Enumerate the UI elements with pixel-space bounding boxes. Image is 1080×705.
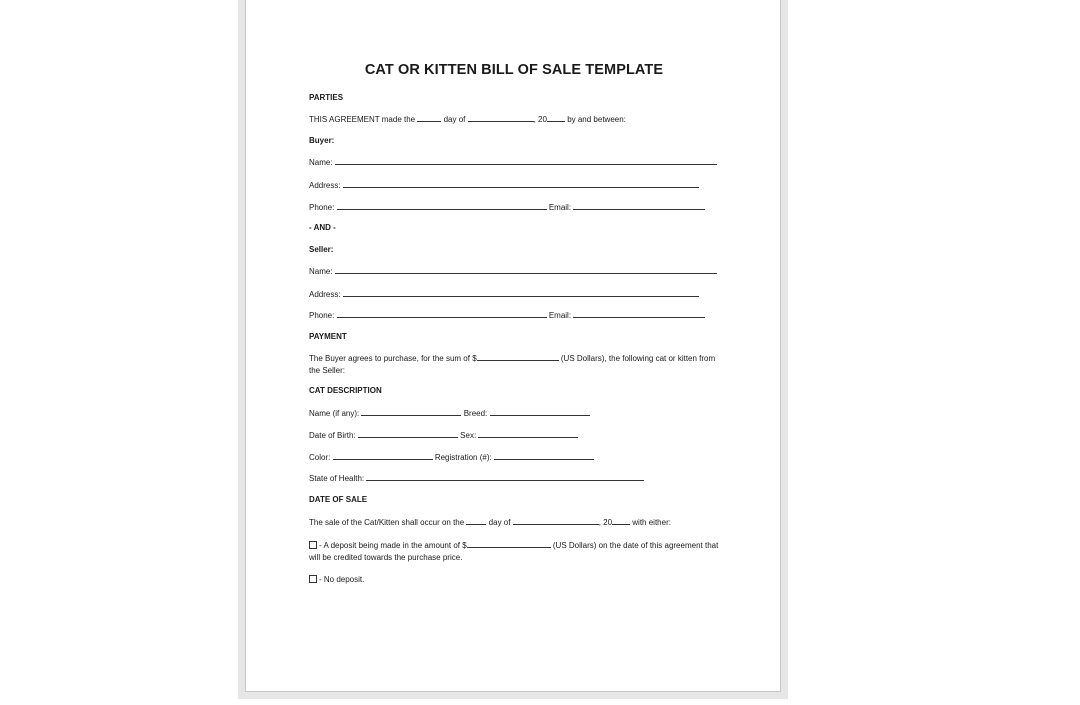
deposit-amount-blank[interactable] — [467, 539, 551, 548]
and-separator: - AND - — [309, 223, 336, 232]
cat-color-label: Color: — [309, 453, 331, 462]
payment-paragraph — [309, 352, 719, 376]
seller-address-label: Address: — [309, 290, 341, 299]
cat-breed-blank[interactable] — [490, 407, 590, 416]
sale-year-blank[interactable] — [612, 516, 630, 525]
sale-suffix: with either: — [632, 518, 671, 527]
seller-heading: Seller: — [309, 245, 334, 254]
buyer-phone-blank[interactable] — [337, 201, 547, 210]
cat-health-label: State of Health: — [309, 474, 365, 483]
deposit-text-1: - A deposit being made in the amount of $ — [319, 541, 467, 550]
cat-dob-line — [309, 429, 578, 441]
cat-name-label: Name (if any): — [309, 409, 360, 418]
cat-health-blank[interactable] — [366, 472, 644, 481]
buyer-address-line — [309, 179, 699, 191]
cat-sex-label: Sex: — [460, 431, 477, 440]
buyer-address-label: Address: — [309, 181, 341, 190]
cat-sex-blank[interactable] — [478, 429, 578, 438]
cat-name-line — [309, 407, 590, 419]
buyer-email-blank[interactable] — [573, 201, 705, 210]
no-deposit-text: - No deposit. — [319, 575, 365, 584]
cat-name-blank[interactable] — [361, 407, 461, 416]
deposit-option — [309, 539, 719, 563]
cat-color-blank[interactable] — [333, 451, 433, 460]
seller-phone-blank[interactable] — [337, 309, 547, 318]
date-of-sale-heading: DATE OF SALE — [309, 495, 368, 504]
cat-breed-label: Breed: — [463, 409, 488, 418]
payment-text-2: (US Dollars), the following cat or kitten from the Seller: — [309, 354, 716, 375]
agreement-prefix: THIS AGREEMENT made the — [309, 115, 416, 124]
buyer-name-label: Name: — [309, 158, 333, 167]
buyer-name-line — [309, 156, 717, 168]
sale-day-of: day of — [488, 518, 511, 527]
seller-address-blank[interactable] — [343, 288, 699, 297]
buyer-heading: Buyer: — [309, 136, 335, 145]
no-deposit-checkbox[interactable] — [309, 575, 317, 583]
agreement-month-blank[interactable] — [468, 113, 534, 122]
sale-day-blank[interactable] — [466, 516, 486, 525]
cat-description-heading: CAT DESCRIPTION — [309, 386, 382, 395]
cat-registration-label: Registration (#): — [434, 453, 492, 462]
seller-name-blank[interactable] — [335, 265, 717, 274]
cat-registration-blank[interactable] — [494, 451, 594, 460]
document-title: CAT OR KITTEN BILL OF SALE TEMPLATE — [364, 62, 664, 78]
cat-color-line — [309, 451, 594, 463]
buyer-phone-line — [309, 201, 705, 213]
seller-phone-label: Phone: — [309, 311, 335, 320]
seller-name-label: Name: — [309, 267, 333, 276]
payment-amount-blank[interactable] — [477, 352, 559, 361]
agreement-year-blank[interactable] — [547, 113, 565, 122]
sale-prefix: The sale of the Cat/Kitten shall occur on the — [309, 518, 465, 527]
buyer-address-blank[interactable] — [343, 179, 699, 188]
agreement-day-of: day of — [443, 115, 466, 124]
document-page — [245, 0, 781, 692]
seller-phone-line — [309, 309, 705, 321]
cat-health-line — [309, 472, 644, 484]
deposit-checkbox[interactable] — [309, 541, 317, 549]
deposit-text-2: (US Dollars) on the date of this agreement that will be credited towards the purchase price. — [309, 541, 719, 562]
agreement-day-blank[interactable] — [417, 113, 441, 122]
agreement-line — [309, 113, 626, 125]
sale-year-prefix: , 20 — [598, 518, 613, 527]
buyer-email-label: Email: — [548, 203, 572, 212]
payment-text-1: The Buyer agrees to purchase, for the sum of $ — [309, 354, 477, 363]
sale-month-blank[interactable] — [513, 516, 599, 525]
no-deposit-option — [309, 574, 364, 585]
seller-email-blank[interactable] — [573, 309, 705, 318]
seller-name-line — [309, 265, 717, 277]
parties-heading: PARTIES — [309, 93, 344, 102]
agreement-year-prefix: , 20 — [533, 115, 547, 124]
seller-email-label: Email: — [548, 311, 572, 320]
seller-address-line — [309, 288, 699, 300]
cat-dob-label: Date of Birth: — [309, 431, 356, 440]
sale-line — [309, 516, 671, 528]
agreement-suffix: by and between: — [567, 115, 626, 124]
buyer-name-blank[interactable] — [335, 156, 717, 165]
payment-heading: PAYMENT — [309, 332, 347, 341]
buyer-phone-label: Phone: — [309, 203, 335, 212]
cat-dob-blank[interactable] — [358, 429, 458, 438]
